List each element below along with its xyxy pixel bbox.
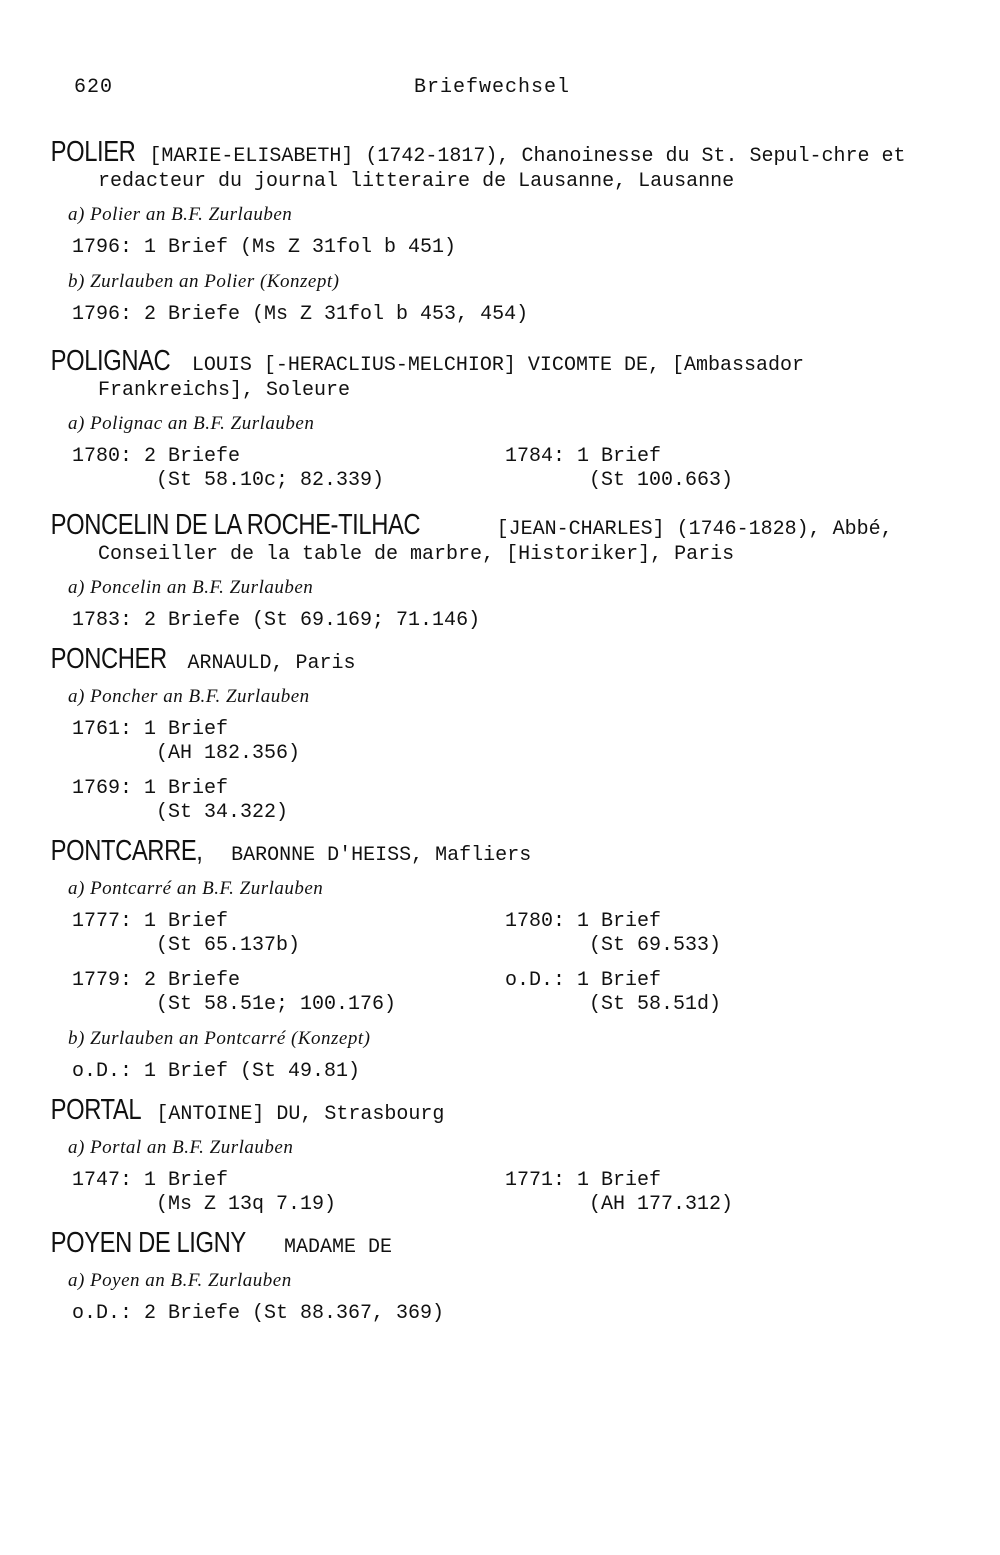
letter-cell: 1777: 1 Brief (St 65.137b) bbox=[72, 910, 301, 957]
letter-line: 1796: 2 Briefe (Ms Z 31fol b 453, 454) bbox=[72, 303, 529, 326]
letter-cell: 1769: 1 Brief (St 34.322) bbox=[72, 777, 289, 824]
entry-poncelin bbox=[50, 509, 932, 633]
entry-name: PONCELIN DE LA ROCHE-TILHAC bbox=[50, 509, 421, 541]
entry-name: POLIGNAC bbox=[50, 345, 171, 377]
letter-line: o.D.: 1 Brief (St 49.81) bbox=[72, 1060, 361, 1083]
entry-name: POLIER bbox=[50, 136, 136, 168]
page-header bbox=[74, 76, 926, 100]
entry-description: MADAME DE bbox=[271, 1236, 392, 1259]
letter-line: o.D.: 2 Briefe (St 88.367, 369) bbox=[72, 1302, 445, 1325]
entry-heading bbox=[50, 643, 932, 676]
letter-cell: 1761: 1 Brief (AH 182.356) bbox=[72, 718, 301, 765]
section-label: a) Portal an B.F. Zurlauben bbox=[68, 1137, 294, 1158]
letter-line: 1796: 1 Brief (Ms Z 31fol b 451) bbox=[72, 236, 457, 259]
section-label: a) Poyen an B.F. Zurlauben bbox=[68, 1270, 292, 1291]
entry-heading bbox=[50, 835, 932, 868]
entry-heading bbox=[50, 1094, 932, 1127]
page-number: 620 bbox=[74, 76, 114, 99]
section-label: a) Polignac an B.F. Zurlauben bbox=[68, 413, 315, 434]
letter-cell: 1779: 2 Briefe (St 58.51e; 100.176) bbox=[72, 969, 397, 1016]
entry-name: PONTCARRE, bbox=[50, 835, 203, 867]
entry-poncher bbox=[50, 643, 932, 825]
entry-description: LOUIS [-HERACLIUS-MELCHIOR] VICOMTE DE, [Ambassador Frankreichs], Soleure bbox=[98, 354, 804, 402]
section-label: a) Poncher an B.F. Zurlauben bbox=[68, 686, 310, 707]
entry-heading bbox=[50, 1227, 932, 1260]
running-title: Briefwechsel bbox=[414, 76, 571, 99]
section-label: a) Polier an B.F. Zurlauben bbox=[68, 204, 293, 225]
letter-line: 1783: 2 Briefe (St 69.169; 71.146) bbox=[72, 609, 481, 632]
letter-cell: 1784: 1 Brief (St 100.663) bbox=[505, 445, 734, 492]
entry-polier bbox=[50, 136, 932, 327]
letter-cell: 1780: 1 Brief (St 69.533) bbox=[505, 910, 722, 957]
entry-portal bbox=[50, 1094, 932, 1217]
entry-description: [ANTOINE] DU, Strasbourg bbox=[144, 1103, 445, 1126]
entry-description: [MARIE-ELISABETH] (1742-1817), Chanoinesse du St. Sepul-chre et redacteur du journal litteraire de Lausanne, Lausanne bbox=[98, 145, 906, 193]
entry-description: [JEAN-CHARLES] (1746-1828), Abbé, Conseiller de la table de marbre, [Historiker], Paris bbox=[98, 518, 893, 566]
entry-list bbox=[50, 136, 932, 1340]
entry-polignac bbox=[50, 345, 932, 493]
entry-name: POYEN DE LIGNY bbox=[50, 1227, 246, 1259]
entry-heading bbox=[50, 345, 932, 403]
section-label: a) Pontcarré an B.F. Zurlauben bbox=[68, 878, 324, 899]
entry-heading bbox=[50, 136, 932, 194]
entry-heading bbox=[50, 509, 932, 567]
section-label: a) Poncelin an B.F. Zurlauben bbox=[68, 577, 314, 598]
entry-name: PORTAL bbox=[50, 1094, 142, 1126]
letter-cell: 1780: 2 Briefe (St 58.10c; 82.339) bbox=[72, 445, 385, 492]
section-label: b) Zurlauben an Polier (Konzept) bbox=[68, 271, 340, 292]
letter-grid bbox=[72, 910, 932, 958]
entry-name: PONCHER bbox=[50, 643, 167, 675]
letter-grid bbox=[72, 445, 932, 493]
letter-grid bbox=[72, 969, 932, 1017]
letter-cell: 1747: 1 Brief (Ms Z 13q 7.19) bbox=[72, 1169, 337, 1216]
letter-cell: 1771: 1 Brief (AH 177.312) bbox=[505, 1169, 734, 1216]
entry-description: BARONNE D'HEISS, Mafliers bbox=[219, 844, 532, 867]
entry-description: ARNAULD, Paris bbox=[175, 652, 356, 675]
section-label: b) Zurlauben an Pontcarré (Konzept) bbox=[68, 1028, 371, 1049]
entry-poyen bbox=[50, 1227, 932, 1326]
entry-pontcarre bbox=[50, 835, 932, 1084]
letter-cell: o.D.: 1 Brief (St 58.51d) bbox=[505, 969, 722, 1016]
letter-grid bbox=[72, 1169, 932, 1217]
